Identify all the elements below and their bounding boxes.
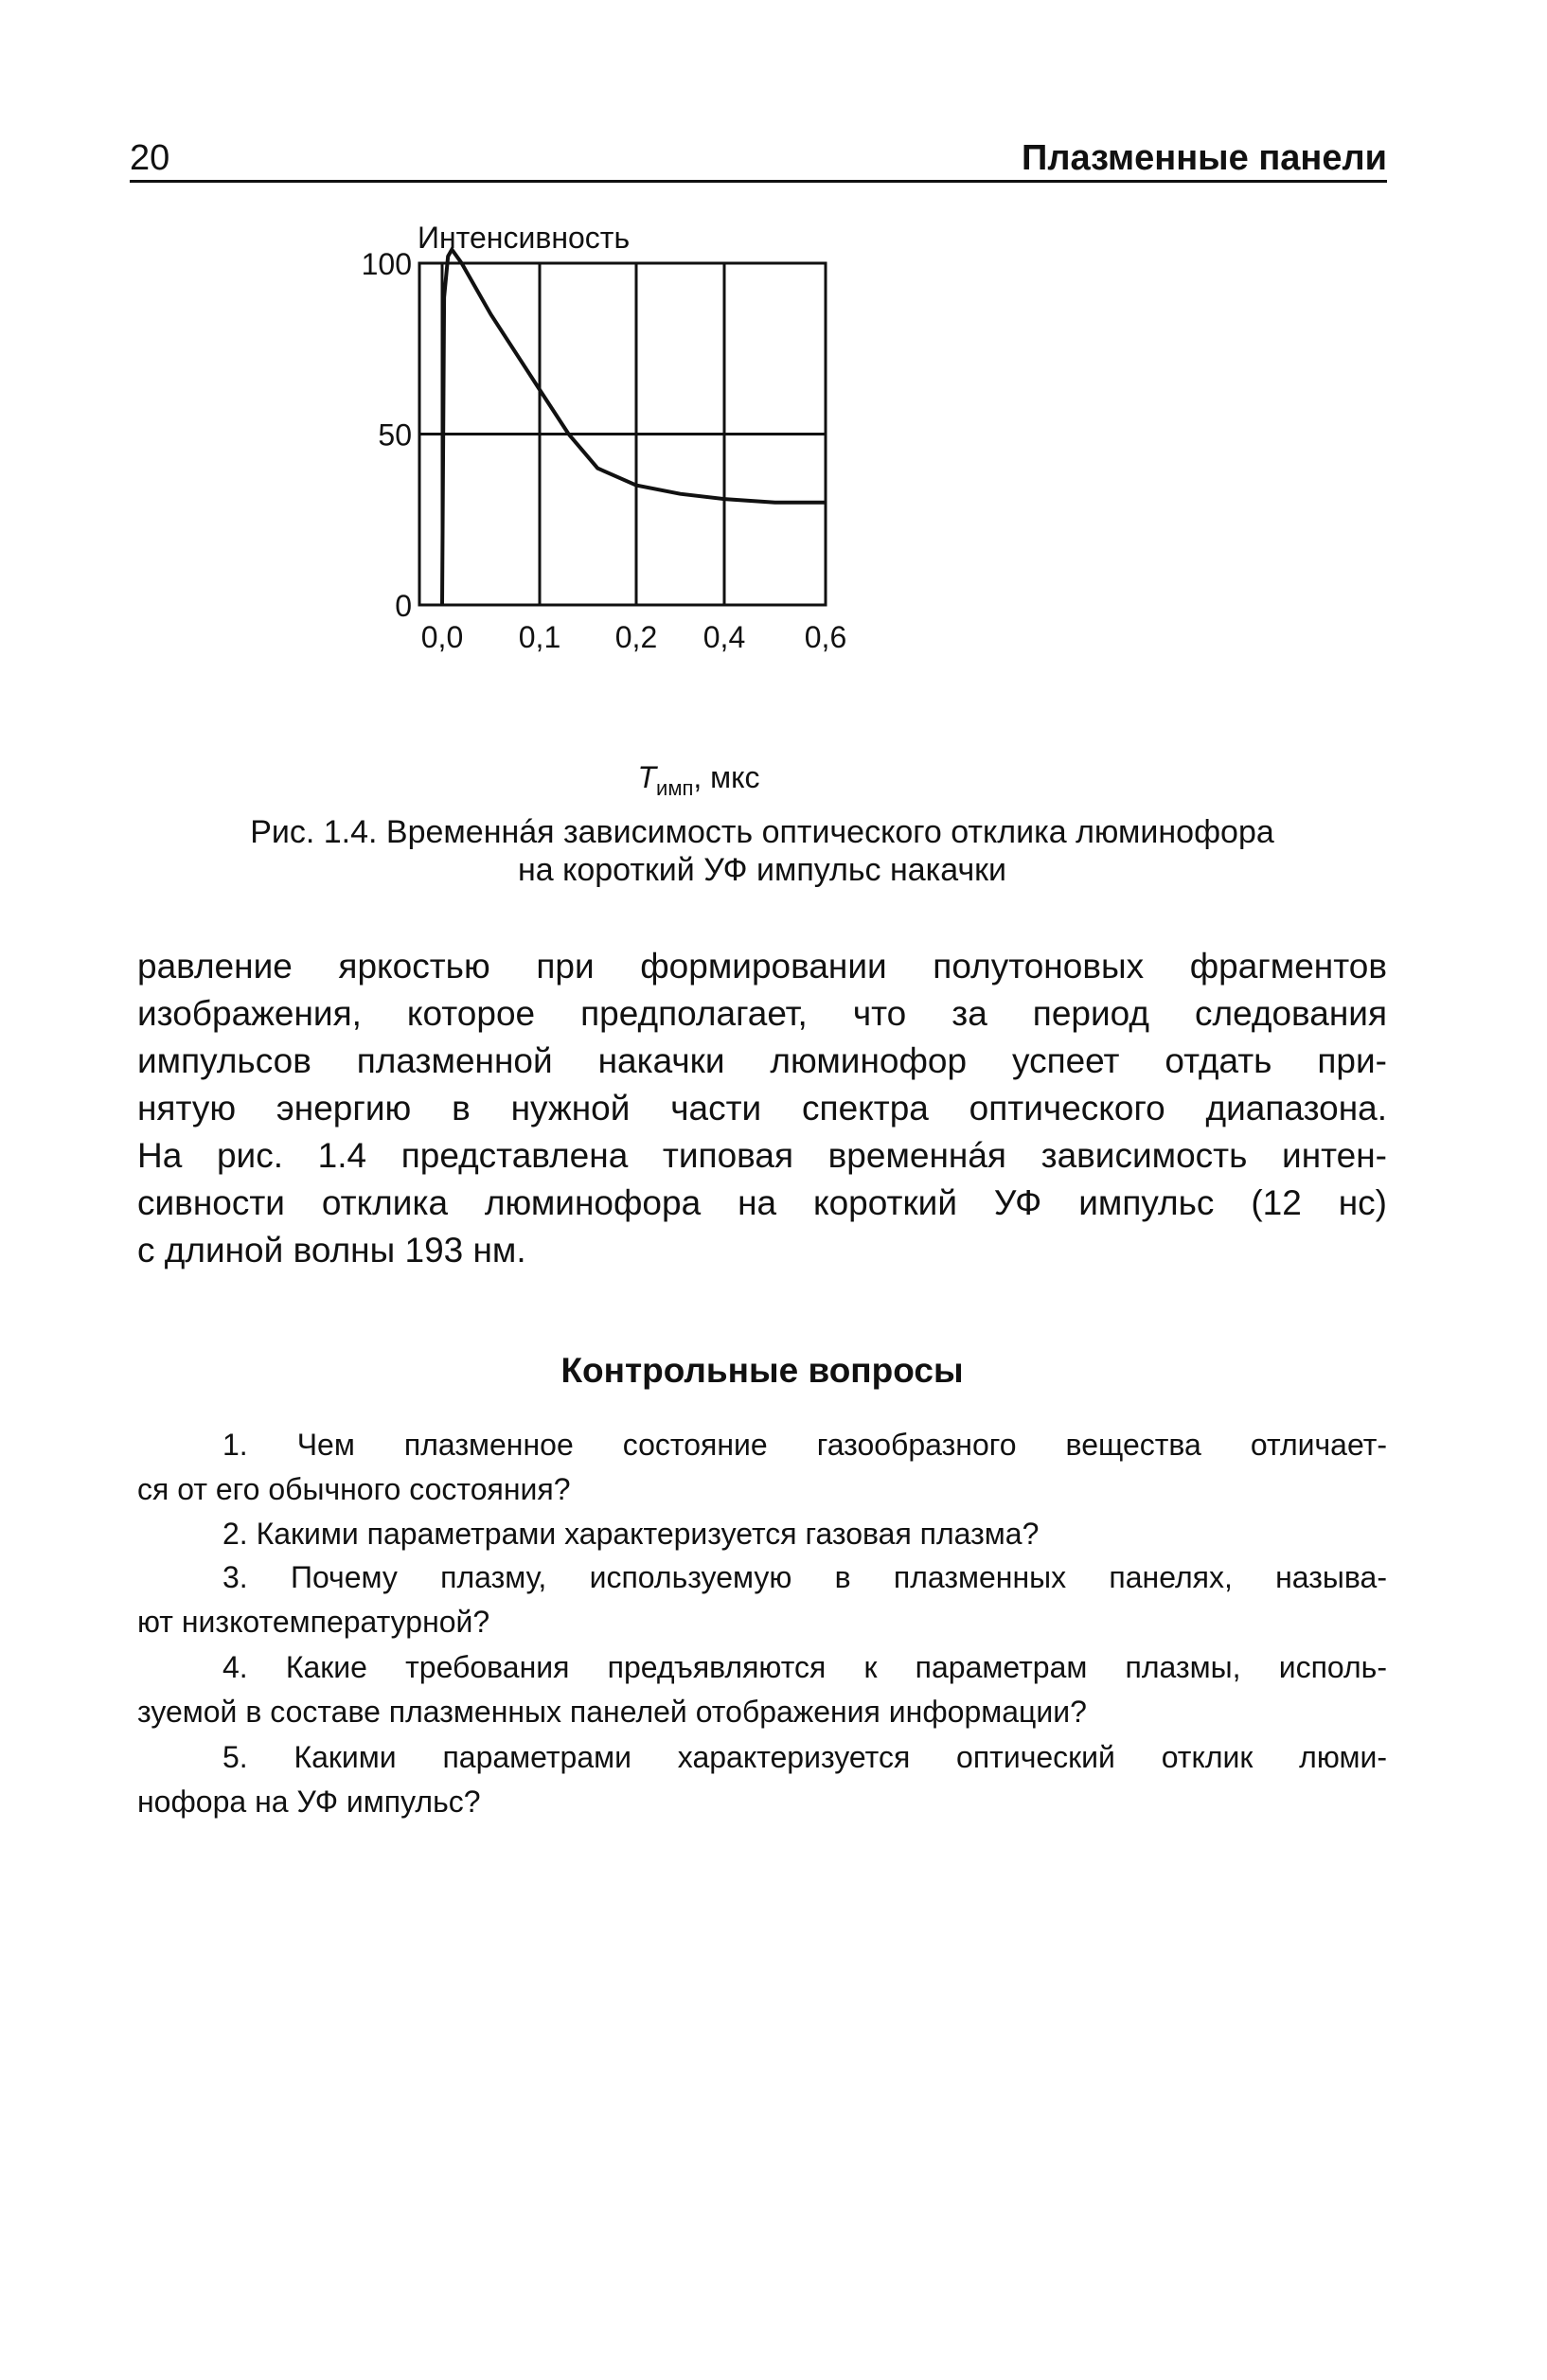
body-line: На рис. 1.4 представлена типовая временнáя зависимость интен- — [137, 1136, 1387, 1175]
figure-caption-line-1: Рис. 1.4. Временнáя зависимость оптического отклика люминофора — [250, 814, 1274, 850]
body-line: равление яркостью при формировании полутоновых фрагментов — [137, 947, 1387, 986]
chart-grid — [419, 263, 826, 605]
body-line: нятую энергию в нужной части спектра оптического диапазона. — [137, 1089, 1387, 1128]
y-tick-label: 100 — [361, 247, 412, 281]
question-line: нофора на УФ импульс? — [137, 1785, 481, 1819]
question-line: зуемой в составе плазменных панелей отображения информации? — [137, 1695, 1087, 1729]
page-number: 20 — [130, 138, 170, 178]
x-axis-label: $T_{имп}$, мкс — [637, 760, 760, 800]
x-tick-label: 0,0 — [420, 620, 464, 654]
y-tick-label: 50 — [378, 417, 412, 453]
question-line: ся от его обычного состояния? — [137, 1472, 571, 1506]
x-tick-label: 0,4 — [702, 620, 746, 654]
question-line: 2. Какими параметрами характеризуется газовая плазма? — [222, 1517, 1040, 1551]
intensity-curve — [442, 250, 826, 605]
questions-heading: Контрольные вопросы — [560, 1351, 964, 1390]
body-line: импульсов плазменной накачки люминофор успеет отдать при- — [137, 1041, 1387, 1080]
question-line: 5. Какими параметрами характеризуется оптический отклик люми- — [222, 1740, 1387, 1774]
body-line: изображения, которое предполагает, что за период следования — [137, 994, 1387, 1033]
question-line: 4. Какие требования предъявляются к параметрам плазмы, исполь- — [222, 1650, 1387, 1684]
question-line: 1. Чем плазменное состояние газообразного вещества отличает- — [222, 1428, 1387, 1462]
intensity-chart — [0, 0, 1547, 814]
y-tick-label: 0 — [395, 589, 412, 623]
x-tick-label: 0,1 — [518, 620, 561, 654]
x-tick-label: 0,2 — [614, 620, 658, 654]
question-line: 3. Почему плазму, используемую в плазменных панелях, называ- — [222, 1560, 1387, 1594]
body-line: с длиной волны 193 нм. — [137, 1231, 526, 1270]
figure-caption-line-2: на короткий УФ импульс накачки — [517, 852, 1007, 888]
running-title: Плазменные панели — [1022, 138, 1387, 178]
x-tick-label: 0,6 — [804, 620, 847, 654]
body-line: сивности отклика люминофора на короткий УФ импульс (12 нс) — [137, 1183, 1387, 1222]
y-axis-label: Интенсивность — [418, 221, 631, 255]
question-line: ют низкотемпературной? — [137, 1605, 490, 1639]
